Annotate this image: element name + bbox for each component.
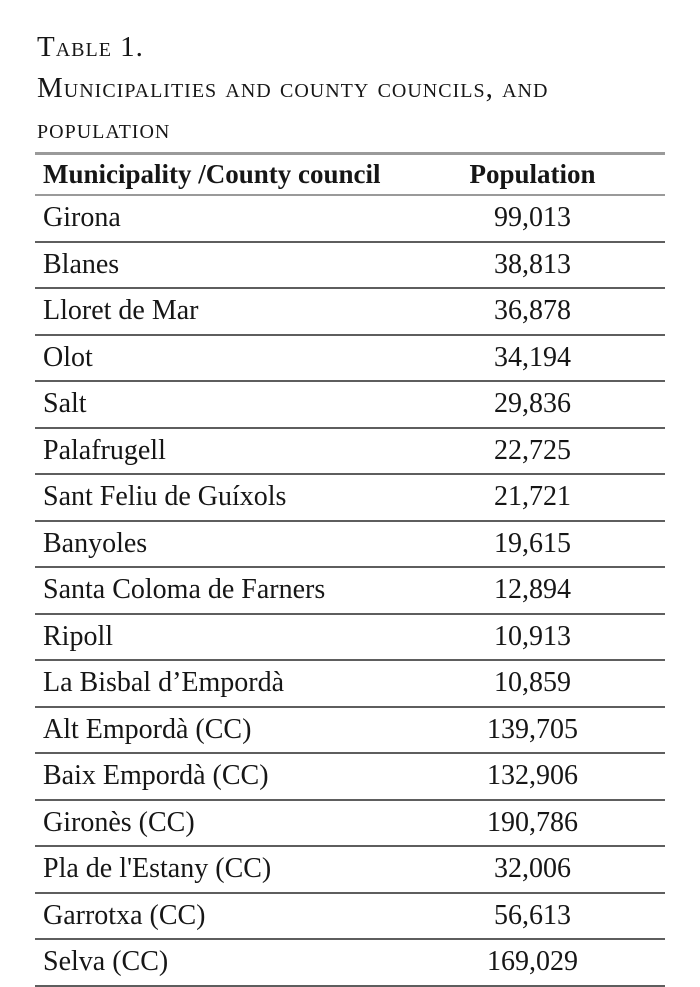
- population-cell: 10,913: [400, 614, 665, 661]
- municipality-cell: Selva (CC): [35, 939, 400, 986]
- population-cell: 56,613: [400, 893, 665, 940]
- population-cell: 139,705: [400, 707, 665, 754]
- municipality-cell: Girona: [35, 195, 400, 242]
- population-cell: 99,013: [400, 195, 665, 242]
- population-cell: 169,029: [400, 939, 665, 986]
- header-row: [35, 154, 665, 196]
- table-caption: [35, 27, 665, 150]
- population-cell: 10,859: [400, 660, 665, 707]
- municipality-cell: Baix Empordà (CC): [35, 753, 400, 800]
- population-cell: 132,906: [400, 753, 665, 800]
- municipality-cell: Sant Feliu de Guíxols: [35, 474, 400, 521]
- table-row: [35, 428, 665, 475]
- population-cell: 29,836: [400, 381, 665, 428]
- table-row: [35, 614, 665, 661]
- population-cell: 38,813: [400, 242, 665, 289]
- municipality-cell: Olot: [35, 335, 400, 382]
- municipality-cell: Alt Empordà (CC): [35, 707, 400, 754]
- population-cell: 36,878: [400, 288, 665, 335]
- population-table: [35, 152, 665, 987]
- municipality-cell: La Bisbal d’Empordà: [35, 660, 400, 707]
- table-body: [35, 195, 665, 986]
- municipality-cell: Ripoll: [35, 614, 400, 661]
- municipality-cell: Garrotxa (CC): [35, 893, 400, 940]
- municipality-cell: Banyoles: [35, 521, 400, 568]
- table-row: [35, 195, 665, 242]
- population-cell: 190,786: [400, 800, 665, 847]
- table-head: [35, 154, 665, 196]
- table-label: Table 1.: [37, 31, 144, 63]
- table-caption-line-2: population: [37, 113, 171, 145]
- municipality-cell: Pla de l'Estany (CC): [35, 846, 400, 893]
- table-row: [35, 707, 665, 754]
- table-row: [35, 660, 665, 707]
- table-caption-line-1: Municipalities and county councils, and: [37, 72, 549, 104]
- table-row: [35, 846, 665, 893]
- header-municipality: Municipality /County council: [35, 154, 400, 196]
- header-population: Population: [400, 154, 665, 196]
- population-cell: 19,615: [400, 521, 665, 568]
- population-cell: 12,894: [400, 567, 665, 614]
- municipality-cell: Salt: [35, 381, 400, 428]
- municipality-cell: Blanes: [35, 242, 400, 289]
- table-row: [35, 893, 665, 940]
- municipality-cell: Palafrugell: [35, 428, 400, 475]
- table-row: [35, 521, 665, 568]
- table-row: [35, 288, 665, 335]
- table-row: [35, 242, 665, 289]
- population-cell: 21,721: [400, 474, 665, 521]
- population-cell: 34,194: [400, 335, 665, 382]
- municipality-cell: Santa Coloma de Farners: [35, 567, 400, 614]
- population-cell: 32,006: [400, 846, 665, 893]
- table-row: [35, 939, 665, 986]
- table-row: [35, 474, 665, 521]
- table-row: [35, 753, 665, 800]
- table-row: [35, 381, 665, 428]
- table-row: [35, 567, 665, 614]
- table-row: [35, 800, 665, 847]
- population-cell: 22,725: [400, 428, 665, 475]
- table-row: [35, 335, 665, 382]
- municipality-cell: Gironès (CC): [35, 800, 400, 847]
- municipality-cell: Lloret de Mar: [35, 288, 400, 335]
